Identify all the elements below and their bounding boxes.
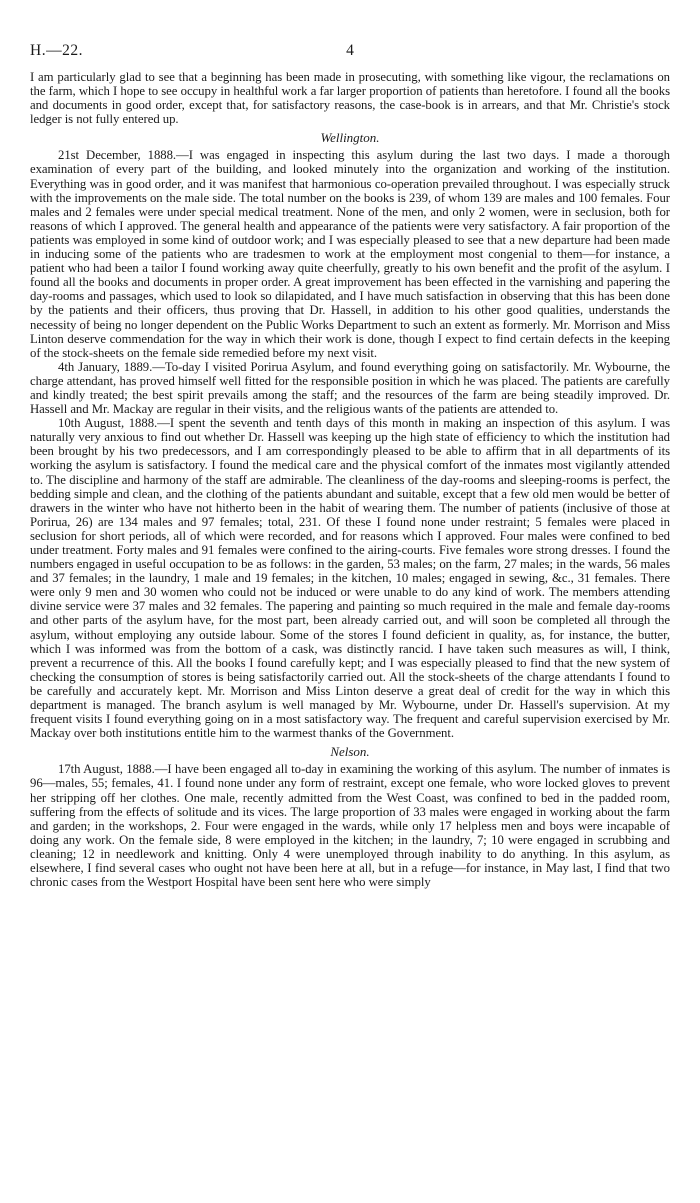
document-reference: H.—22. bbox=[30, 42, 83, 59]
wellington-paragraph-aug-1888: 10th August, 1888.—I spent the seventh and tenth days of this month in making an inspection of this asylum. I was naturally very anxious to find out whether Dr. Hassell was keeping up the high state of efficiency to which the institution had been brought by his two predecessors, and I am correspondingly pleased to be able to affirm that in all departments of its working the asylum is satisfactory. I found the medical care and the physical comfort of the inmates most vigilantly attended to. The discipline and harmony of the staff are admirable. The cleanliness of the day-rooms and sleeping-rooms is perfect, the bedding simple and clean, and the clothing of the patients abundant and suitable, except that a few old men would be better of drawers in the winter who have not hitherto been in the habit of wearing them. The number of patients (inclusive of those at Porirua, 26) are 134 males and 97 females; total, 231. Of these I found none under restraint; 5 females were placed in seclusion for short periods, all of which were recorded, and for reasons which I approved. Four males were confined to bed under treatment. Forty males and 91 females were confined to the airing-courts. Five females wore strong dresses. I found the numbers engaged in useful occupation to be as follows: in the garden, 53 males; on the farm, 27 males; in the wards, 56 males and 37 females; in the laundry, 1 male and 19 females; in the kitchen, 10 males; engaged in sewing, &c., 31 females. There were only 9 men and 30 women who could not be induced or were unable to do any kind of work. The members attending divine service were 37 males and 32 females. The papering and painting so much required in the male and female day-rooms and other parts of the asylum have, for the most part, been already carried out, and will soon be completed all through the asylum, without employing any outside labour. Some of the stores I found deficient in quality, as, for instance, the butter, which I was informed was from the bottom of a cask, was distinctly rancid. I have taken such measures as will, I think, prevent a recurrence of this. All the books I found carefully kept; and I was especially pleased to find that the new system of checking the consumption of stores is being satisfactorily carried out. All the stock-sheets of the charge attendants I found to be carefully and accurately kept. Mr. Morrison and Miss Linton deserve a great deal of credit for the way in which this department is managed. The branch asylum is well managed by Mr. Wybourne, under Dr. Hassell's supervision. At my frequent visits I found everything going on in a most satisfactory way. The frequent and careful supervision exercised by Mr. Mackay over both institutions entitle him to the warmest thanks of the Government. bbox=[30, 416, 670, 741]
section-heading-nelson: Nelson. bbox=[330, 744, 370, 760]
section-heading-wellington: Wellington. bbox=[320, 130, 380, 146]
page-number: 4 bbox=[346, 42, 354, 59]
intro-paragraph: I am particularly glad to see that a beginning has been made in prosecuting, with something like vigour, the reclamations on the farm, which I hope to see occupy in healthful work a far larger proportion of patients than heretofore. I found all the books and documents in good order, except that, for satisfactory reasons, the case-book is in arrears, and that Mr. Christie's stock ledger is not fully entered up. bbox=[30, 70, 670, 127]
nelson-paragraph-aug-1888: 17th August, 1888.—I have been engaged all to-day in examining the working of this asylum. The number of inmates is 96—males, 55; females, 41. I found none under any form of restraint, except one female, who wore locked gloves to prevent her stripping off her clothes. One male, recently admitted from the West Coast, was confined to bed in the padded room, suffering from the effects of solitude and its vices. The large proportion of 33 males were engaged in working about the farm and garden; in the workshops, 2. Four were engaged in the wards, while only 17 helpless men and boys were incapable of doing any work. On the female side, 8 were employed in the kitchen; in the laundry, 7; 10 were engaged in scrubbing and cleaning; 12 in needlework and knitting. Only 4 were unemployed through inability to do anything. In this asylum, as elsewhere, I find several cases who ought not have been here at all, but in a refuge—for instance, in May last, I find that two chronic cases from the Westport Hospital have been sent here who were simply bbox=[30, 762, 670, 890]
wellington-paragraph-dec-1888: 21st December, 1888.—I was engaged in inspecting this asylum during the last two days. I made a thorough examination of every part of the building, and looked minutely into the organization and working of the institution. Everything was in good order, and it was manifest that harmonious co-operation prevailed throughout. I was especially struck with the improvements on the male side. The total number on the books is 239, of whom 139 are males and 100 females. Four males and 2 females were under special medical treatment. None of the men, and only 2 women, were in seclusion, both for reasons of which I approved. The general health and appearance of the patients were very satisfactory. A fair proportion of the patients was employed in some kind of outdoor work; and I was especially pleased to see that a new departure had been made in inducing some of the patients who are tradesmen to work at the employment most congenial to them—for instance, a patient who had been a tailor I found working away quite cheerfully, greatly to his own benefit and the profit of the asylum. I found all the books and documents in proper order. A great improvement has been effected in the varnishing and papering the day-rooms and passages, which used to look so dilapidated, and I have much satisfaction in observing that this has been done by the patients and their officers, thus proving that Dr. Hassell, in addition to his other good qualities, understands the necessity of being no longer dependent on the Public Works Department to such an extent as formerly. Mr. Morrison and Miss Linton deserve commendation for the way in which their work is done, though I expect to find certain defects in the keeping of the stock-sheets on the female side remedied before my next visit. bbox=[30, 148, 670, 360]
page-header bbox=[30, 42, 670, 62]
wellington-paragraph-jan-1889: 4th January, 1889.—To-day I visited Porirua Asylum, and found everything going on satisfactorily. Mr. Wybourne, the charge attendant, has proved himself well fitted for the responsible position in which he was placed. The patients are carefully and kindly treated; the best spirit prevails among the staff; and the resources of the farm are being steadily improved. Dr. Hassell and Mr. Mackay are regular in their visits, and the religious wants of the patients are attended to. bbox=[30, 359, 670, 417]
